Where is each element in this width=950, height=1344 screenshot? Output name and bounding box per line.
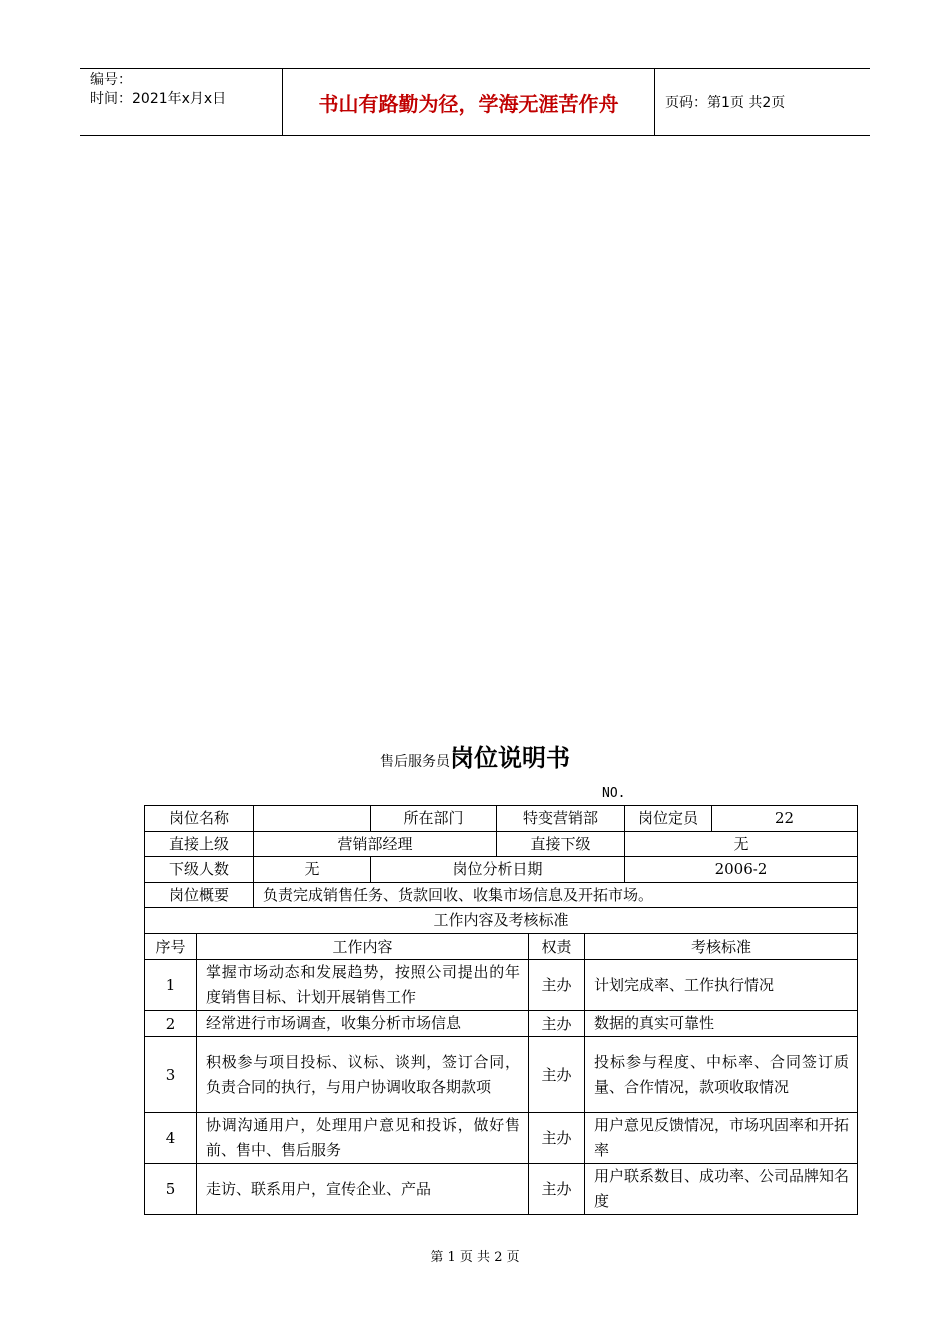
page-footer: 第 1 页 共 2 页 — [430, 1250, 520, 1265]
row-role: 主办 — [529, 1037, 585, 1113]
table-row — [145, 831, 858, 857]
headcount-value: 22 — [712, 806, 858, 832]
row-standard: 数据的真实可靠性 — [585, 1011, 858, 1037]
doc-number: NO. — [602, 786, 626, 801]
header-role: 权责 — [529, 934, 585, 960]
analysis-date-label: 岗位分析日期 — [371, 857, 625, 883]
row-no: 3 — [145, 1037, 197, 1113]
row-no: 2 — [145, 1011, 197, 1037]
superior-value: 营销部经理 — [254, 831, 497, 857]
sub-count-label: 下级人数 — [145, 857, 254, 883]
table-row — [145, 1011, 858, 1037]
table-row — [145, 908, 858, 934]
row-standard: 用户联系数目、成功率、公司品牌知名度 — [585, 1164, 858, 1215]
row-content: 积极参与项目投标、议标、谈判，签订合同，负责合同的执行，与用户协调收取各期款项 — [197, 1037, 529, 1113]
table-row — [145, 1164, 858, 1215]
title-main: 岗位说明书 — [450, 744, 570, 772]
work-content-table — [144, 933, 858, 1215]
table-row — [145, 1113, 858, 1164]
row-no: 5 — [145, 1164, 197, 1215]
row-role: 主办 — [529, 960, 585, 1011]
header-motto: 书山有路勤为径，学海无涯苦作舟 — [282, 69, 655, 135]
headcount-label: 岗位定员 — [625, 806, 712, 832]
table-row — [145, 806, 858, 832]
row-content: 掌握市场动态和发展趋势，按照公司提出的年度销售目标、计划开展销售工作 — [197, 960, 529, 1011]
header-content: 工作内容 — [197, 934, 529, 960]
row-role: 主办 — [529, 1164, 585, 1215]
row-no: 4 — [145, 1113, 197, 1164]
row-standard: 用户意见反馈情况，市场巩固率和开拓率 — [585, 1113, 858, 1164]
row-content: 协调沟通用户，处理用户意见和投诉，做好售前、售中、售后服务 — [197, 1113, 529, 1164]
sub-count-value: 无 — [254, 857, 371, 883]
header-no: 序号 — [145, 934, 197, 960]
department-label: 所在部门 — [371, 806, 497, 832]
department-value: 特变营销部 — [497, 806, 625, 832]
summary-value: 负责完成销售任务、货款回收、收集市场信息及开拓市场。 — [254, 882, 858, 908]
table-header-row — [145, 934, 858, 960]
document-title — [0, 738, 950, 773]
header-page-info: 页码：第1页 共2页 — [665, 95, 786, 111]
table-row — [145, 882, 858, 908]
superior-label: 直接上级 — [145, 831, 254, 857]
document-header — [80, 68, 870, 136]
header-standard: 考核标准 — [585, 934, 858, 960]
row-standard: 投标参与程度、中标率、合同签订质量、合作情况，款项收取情况 — [585, 1037, 858, 1113]
row-role: 主办 — [529, 1011, 585, 1037]
header-meta — [80, 69, 282, 135]
row-content: 经常进行市场调查，收集分析市场信息 — [197, 1011, 529, 1037]
analysis-date-value: 2006-2 — [625, 857, 858, 883]
title-prefix: 售后服务员 — [380, 754, 450, 770]
row-no: 1 — [145, 960, 197, 1011]
position-name-label: 岗位名称 — [145, 806, 254, 832]
position-name-value — [254, 806, 371, 832]
number-label: 编号： — [90, 72, 132, 88]
row-standard: 计划完成率、工作执行情况 — [585, 960, 858, 1011]
row-content: 走访、联系用户，宣传企业、产品 — [197, 1164, 529, 1215]
row-role: 主办 — [529, 1113, 585, 1164]
time-label: 时间：2021年x月x日 — [90, 91, 227, 107]
subordinate-value: 无 — [625, 831, 858, 857]
table-row — [145, 1037, 858, 1113]
position-info-table — [144, 805, 858, 934]
work-section-title: 工作内容及考核标准 — [145, 908, 858, 934]
summary-label: 岗位概要 — [145, 882, 254, 908]
subordinate-label: 直接下级 — [497, 831, 625, 857]
table-row — [145, 960, 858, 1011]
table-row — [145, 857, 858, 883]
